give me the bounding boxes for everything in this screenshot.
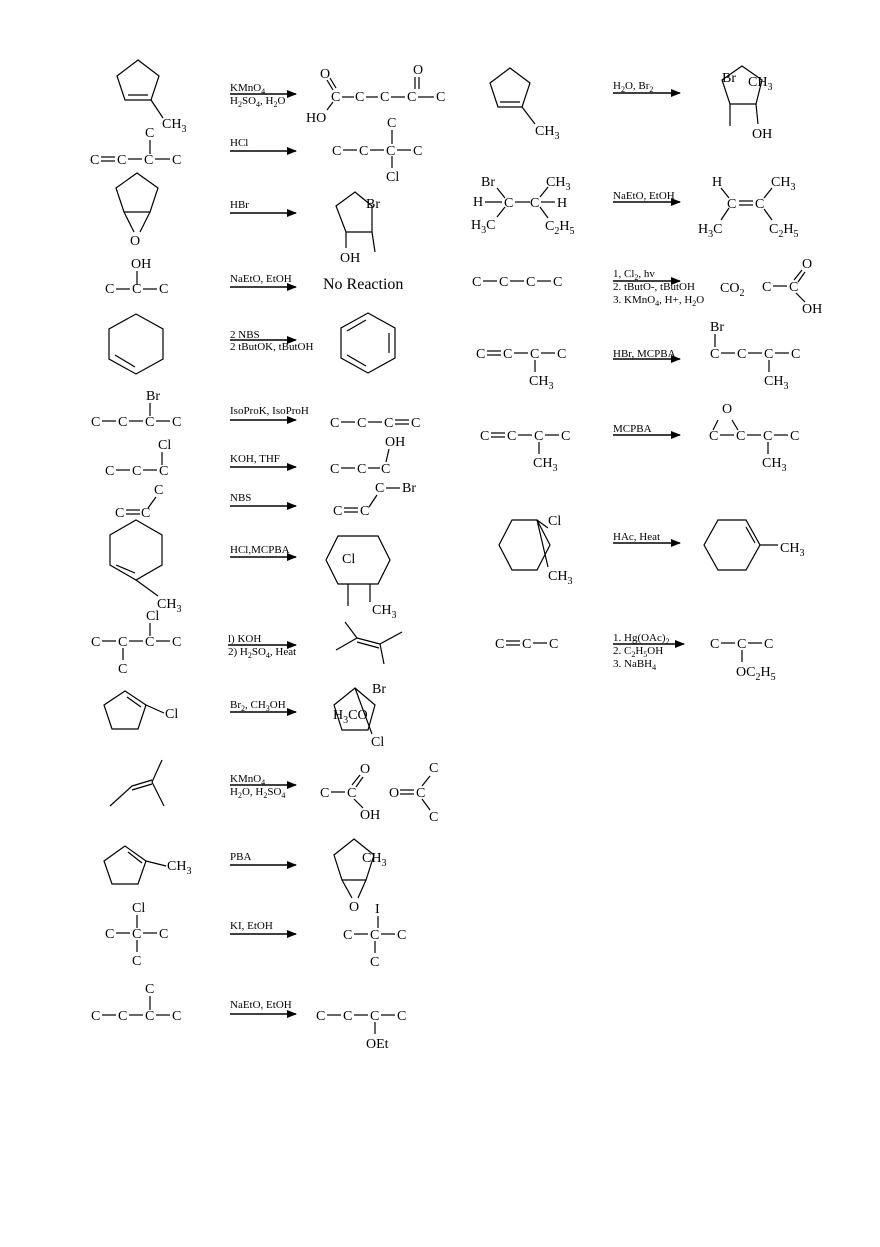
svg-text:2. tButO-, tButOH: 2. tButO-, tButOH <box>613 281 695 293</box>
reagent-9 <box>230 544 296 557</box>
svg-text:O: O <box>360 762 371 777</box>
product-r7-ether <box>710 637 776 683</box>
svg-text:C: C <box>755 197 765 212</box>
svg-text:C: C <box>370 928 380 943</box>
svg-text:C: C <box>791 347 801 362</box>
svg-text:C: C <box>105 464 115 479</box>
svg-text:NaEtO, EtOH: NaEtO, EtOH <box>230 273 292 285</box>
svg-text:CH3: $CH_3$ <box>748 75 773 93</box>
reactant-r3-butane <box>472 275 562 290</box>
svg-text:MCPBA: MCPBA <box>613 423 652 435</box>
svg-text:C: C <box>530 347 540 362</box>
reactant-r7-propene <box>495 637 558 652</box>
reactant-9-methylcyclohexene <box>110 520 181 615</box>
svg-text:C: C <box>709 429 719 444</box>
reactant-4-isopropanol <box>105 257 168 297</box>
svg-text:C: C <box>499 275 509 290</box>
svg-text:IsoProK, IsoProH: IsoProK, IsoProH <box>230 405 309 417</box>
svg-text:Cl: Cl <box>386 170 400 185</box>
svg-text:l) KOH: l) KOH <box>228 633 262 645</box>
reactant-3-epoxide <box>116 173 158 249</box>
svg-text:C: C <box>553 275 563 290</box>
svg-text:C: C <box>380 90 390 105</box>
product-r1-bromohydrin <box>722 66 772 142</box>
svg-text:C: C <box>370 1009 380 1024</box>
svg-text:C: C <box>316 1009 326 1024</box>
svg-text:C: C <box>132 954 142 969</box>
svg-text:Cl: Cl <box>165 707 179 722</box>
product-r6-methylcyclohexene <box>704 520 804 570</box>
reagent-11 <box>230 699 296 713</box>
svg-text:Br: Br <box>366 197 380 212</box>
svg-text:2) H2SO4, Heat: 2) $H_2SO_4$, Heat <box>228 646 297 660</box>
svg-text:C: C <box>154 483 164 498</box>
svg-text:CH3: $CH_3$ <box>533 456 558 474</box>
svg-text:C: C <box>347 786 357 801</box>
svg-text:CH3: $CH_3$ <box>157 597 182 615</box>
svg-text:C: C <box>359 144 369 159</box>
product-9-cyclohexane-derivative <box>326 536 396 621</box>
svg-text:C: C <box>90 153 100 168</box>
svg-text:CH3: $CH_3$ <box>762 456 787 474</box>
svg-text:CH3: $CH_3$ <box>780 541 805 559</box>
svg-text:CH3: $CH_3$ <box>162 117 187 135</box>
product-r3-co2-acetic-acid <box>720 257 822 317</box>
svg-text:C: C <box>343 928 353 943</box>
svg-text:C: C <box>320 786 330 801</box>
svg-text:C: C <box>91 635 101 650</box>
row-r3 <box>472 257 822 317</box>
svg-text:C: C <box>91 1009 101 1024</box>
reactant-12-alkene <box>110 760 164 806</box>
svg-text:H2O, Br2: $H_2O$, $Br_2$ <box>613 80 654 94</box>
svg-text:O: O <box>413 63 424 78</box>
svg-text:Cl: Cl <box>132 901 146 916</box>
row-12 <box>110 760 438 825</box>
svg-text:C: C <box>407 90 417 105</box>
svg-text:CH3: $CH_3$ <box>535 124 560 142</box>
svg-text:C2H5: $C_2H_5$ <box>769 222 799 240</box>
svg-text:C2H5: $C_2H_5$ <box>545 219 575 237</box>
svg-text:C: C <box>397 1009 407 1024</box>
reagent-r4 <box>613 348 680 360</box>
svg-text:C: C <box>360 504 370 519</box>
svg-text:Br: Br <box>481 175 495 190</box>
svg-text:NaEtO, EtOH: NaEtO, EtOH <box>230 999 292 1011</box>
svg-text:CH3: $CH_3$ <box>546 175 571 193</box>
reagent-1 <box>230 82 296 109</box>
svg-text:C: C <box>495 637 505 652</box>
svg-text:Cl: Cl <box>371 735 385 750</box>
svg-text:1, Cl2, hv: 1, $Cl_2$, hv <box>613 268 655 282</box>
reactant-6-bromobutane <box>91 389 181 430</box>
svg-text:HCl,MCPBA: HCl,MCPBA <box>230 544 290 556</box>
svg-text:Br: Br <box>722 71 736 86</box>
reactant-7-chloropropane <box>105 438 171 479</box>
reactant-15-alkane <box>91 982 181 1024</box>
row-14 <box>105 901 406 970</box>
row-r7 <box>495 632 776 683</box>
row-3 <box>116 173 380 266</box>
reagent-2 <box>230 137 296 151</box>
svg-text:C: C <box>132 464 142 479</box>
svg-text:C: C <box>375 481 385 496</box>
svg-text:C: C <box>526 275 536 290</box>
svg-text:2 NBS: 2 NBS <box>230 329 260 341</box>
reactant-2-alkene <box>90 126 181 168</box>
reagent-r3 <box>613 268 704 308</box>
reagent-12 <box>230 773 296 800</box>
svg-text:H: H <box>557 196 568 211</box>
svg-text:H3C: $H_3C$ <box>471 218 496 236</box>
svg-text:C: C <box>522 637 532 652</box>
svg-text:O: O <box>722 402 733 417</box>
svg-text:3. NaBH4: 3. NaBH$_4$ <box>613 658 657 672</box>
svg-text:C: C <box>117 153 127 168</box>
svg-text:C: C <box>145 415 155 430</box>
row-11 <box>104 682 386 750</box>
svg-text:H: H <box>712 175 723 190</box>
svg-text:C: C <box>736 429 746 444</box>
svg-text:Cl: Cl <box>342 552 356 567</box>
svg-text:C: C <box>737 347 747 362</box>
svg-text:C: C <box>132 282 142 297</box>
reactant-r2-stereo-bromide <box>471 175 574 237</box>
svg-text:2. C2H5OH: 2. $C_2H_5OH$ <box>613 645 664 659</box>
svg-text:C: C <box>480 429 490 444</box>
svg-text:C: C <box>118 415 128 430</box>
svg-text:C: C <box>115 506 125 521</box>
svg-text:C: C <box>429 810 439 825</box>
svg-text:C: C <box>727 197 737 212</box>
reactant-r1-methylcyclopentene <box>490 68 559 142</box>
svg-text:OC2H5: $OC_2H_5$ <box>736 665 776 683</box>
svg-text:C: C <box>343 1009 353 1024</box>
svg-text:3. KMnO4, H+, H2O: 3. KMnO$_4$, H+, $H_2O$ <box>613 294 705 308</box>
row-5 <box>109 313 395 374</box>
svg-text:C: C <box>416 786 426 801</box>
reagent-13 <box>230 851 296 865</box>
svg-text:Br: Br <box>146 389 160 404</box>
product-12-acid-and-ketone <box>320 761 438 825</box>
svg-text:HBr: HBr <box>230 199 249 211</box>
svg-text:CH3: $CH_3$ <box>771 175 796 193</box>
svg-text:OH: OH <box>340 251 361 266</box>
svg-text:C: C <box>145 126 155 141</box>
svg-text:C: C <box>172 1009 182 1024</box>
reactant-r6-chloromethylcyclohexane <box>499 514 572 587</box>
reagent-r6 <box>613 531 680 543</box>
svg-text:C: C <box>387 116 397 131</box>
reagent-15 <box>230 999 296 1014</box>
svg-text:CH3: $CH_3$ <box>372 603 397 621</box>
row-6 <box>91 389 420 431</box>
svg-text:C: C <box>762 280 772 295</box>
svg-text:H3CO: $H_3CO$ <box>333 708 368 726</box>
svg-text:C: C <box>355 90 365 105</box>
svg-text:C: C <box>172 415 182 430</box>
reagent-14 <box>230 920 296 934</box>
svg-text:C: C <box>504 196 514 211</box>
svg-text:OH: OH <box>752 127 773 142</box>
svg-text:C: C <box>144 153 154 168</box>
svg-text:C: C <box>159 282 169 297</box>
svg-text:Cl: Cl <box>158 438 172 453</box>
product-2-alkyl-chloride <box>332 116 422 185</box>
product-8-allyl-bromide <box>333 481 416 519</box>
reagent-r2 <box>613 190 680 202</box>
svg-text:O: O <box>802 257 813 272</box>
svg-text:H2O, H2SO4: $H_2O$, $H_2SO_4$ <box>230 786 286 800</box>
svg-text:HCl: HCl <box>230 137 249 149</box>
row-13 <box>104 839 386 915</box>
svg-text:C: C <box>764 347 774 362</box>
reactant-r4-alkene <box>476 347 566 392</box>
product-r5-epoxide <box>709 402 799 474</box>
svg-text:C: C <box>159 927 169 942</box>
svg-text:O: O <box>389 786 400 801</box>
reactant-1-methylcyclopentene <box>117 60 186 135</box>
svg-text:KI, EtOH: KI, EtOH <box>230 920 273 932</box>
row-r1 <box>490 66 772 142</box>
svg-text:HO: HO <box>306 111 327 126</box>
row-r2 <box>471 175 798 240</box>
svg-text:C: C <box>530 196 540 211</box>
row-15 <box>91 982 406 1052</box>
svg-text:C: C <box>145 635 155 650</box>
svg-text:Cl: Cl <box>146 609 160 624</box>
row-7 <box>105 435 405 479</box>
svg-text:C: C <box>397 928 407 943</box>
svg-text:OEt: OEt <box>366 1037 389 1052</box>
svg-text:Br: Br <box>710 320 724 335</box>
svg-text:C: C <box>141 506 151 521</box>
svg-text:C: C <box>331 90 341 105</box>
svg-text:C: C <box>386 144 396 159</box>
svg-text:NaEtO, EtOH: NaEtO, EtOH <box>613 190 675 202</box>
svg-text:C: C <box>330 462 340 477</box>
product-3-bromohydrin <box>336 192 380 266</box>
row-r4 <box>476 320 800 392</box>
svg-text:C: C <box>549 637 559 652</box>
product-10-tetrasubstituted-alkene <box>336 622 402 664</box>
svg-text:CH3: $CH_3$ <box>529 374 554 392</box>
product-r2-alkene <box>698 175 798 240</box>
svg-text:C: C <box>384 416 394 431</box>
svg-text:CH3: $CH_3$ <box>167 859 192 877</box>
reagent-6 <box>230 405 309 420</box>
reagent-3 <box>230 199 296 213</box>
svg-text:C: C <box>91 415 101 430</box>
product-r4-bromide <box>710 320 800 392</box>
svg-text:OH: OH <box>360 808 381 823</box>
svg-text:CO2: $CO_2$ <box>720 281 745 299</box>
svg-text:CH3: $CH_3$ <box>362 851 387 869</box>
svg-text:H2SO4, H2O: $H_2SO_4$, $H_2O$ <box>230 95 286 109</box>
reactant-10-chloride <box>91 609 181 677</box>
reactant-13-methylcyclopentene <box>104 846 191 884</box>
svg-text:C: C <box>763 429 773 444</box>
svg-text:C: C <box>172 153 182 168</box>
svg-text:C: C <box>436 90 446 105</box>
svg-text:OH: OH <box>385 435 406 450</box>
svg-text:C: C <box>357 462 367 477</box>
svg-text:C: C <box>561 429 571 444</box>
product-11-bromo-methoxy <box>333 682 386 750</box>
svg-text:Cl: Cl <box>548 514 562 529</box>
svg-text:C: C <box>145 1009 155 1024</box>
svg-text:HBr, MCPBA: HBr, MCPBA <box>613 348 676 360</box>
svg-text:C: C <box>534 429 544 444</box>
svg-text:C: C <box>105 282 115 297</box>
product-15-ether <box>316 1009 406 1052</box>
svg-text:C: C <box>118 635 128 650</box>
reagent-4 <box>230 273 296 287</box>
row-r5 <box>480 402 799 474</box>
svg-text:C: C <box>710 637 720 652</box>
svg-text:KMnO4: KMnO$_4$ <box>230 773 266 787</box>
svg-text:C: C <box>330 416 340 431</box>
row-8 <box>115 481 416 521</box>
reactant-14-tbutyl-chloride <box>105 901 168 969</box>
svg-text:PBA: PBA <box>230 851 252 863</box>
reactant-5-cyclohexene <box>109 314 163 374</box>
svg-text:C: C <box>429 761 439 776</box>
svg-text:C: C <box>476 347 486 362</box>
svg-text:C: C <box>472 275 482 290</box>
svg-text:C: C <box>370 955 380 970</box>
svg-text:NBS: NBS <box>230 492 252 504</box>
svg-text:C: C <box>118 662 128 677</box>
svg-text:C: C <box>790 429 800 444</box>
svg-text:H3C: $H_3C$ <box>698 222 723 240</box>
svg-text:C: C <box>503 347 513 362</box>
svg-text:C: C <box>789 280 799 295</box>
svg-text:C: C <box>132 927 142 942</box>
reagent-r7 <box>613 632 684 672</box>
svg-text:H: H <box>473 195 484 210</box>
svg-text:C: C <box>507 429 517 444</box>
svg-text:C: C <box>557 347 567 362</box>
svg-text:C: C <box>105 927 115 942</box>
svg-text:C: C <box>357 416 367 431</box>
reagent-5 <box>230 329 313 353</box>
svg-text:O: O <box>130 234 141 249</box>
svg-text:C: C <box>737 637 747 652</box>
svg-text:O: O <box>349 900 360 915</box>
reagent-r1 <box>613 80 680 94</box>
svg-text:O: O <box>320 67 331 82</box>
svg-text:C: C <box>411 416 421 431</box>
svg-text:1. Hg(OAc)2: 1. $Hg(OAc)_2$ <box>613 632 670 646</box>
svg-text:Br: Br <box>372 682 386 697</box>
reactant-r5-alkene <box>480 429 570 474</box>
svg-text:CH3: $CH_3$ <box>764 374 789 392</box>
svg-text:C: C <box>172 635 182 650</box>
product-7-alcohol <box>330 435 405 477</box>
svg-text:C: C <box>332 144 342 159</box>
svg-text:Br2, CH3OH: $Br_2$, $CH_3OH$ <box>230 699 286 713</box>
svg-text:HAc, Heat: HAc, Heat <box>613 531 661 543</box>
svg-text:C: C <box>710 347 720 362</box>
row-9 <box>110 520 396 621</box>
product-5-benzene <box>341 313 395 373</box>
reagent-7 <box>230 453 296 467</box>
reagent-r5 <box>613 423 680 435</box>
row-r6 <box>499 514 804 587</box>
svg-text:C: C <box>159 464 169 479</box>
product-1-keto-acid <box>306 63 445 126</box>
svg-text:OH: OH <box>131 257 152 272</box>
reactant-11-chlorocyclopentene <box>104 691 178 729</box>
reagent-10 <box>228 633 296 660</box>
svg-text:KMnO4: KMnO$_4$ <box>230 82 266 96</box>
svg-text:C: C <box>333 504 343 519</box>
no-reaction-label: No Reaction <box>323 276 404 293</box>
svg-text:C: C <box>118 1009 128 1024</box>
svg-text:I: I <box>375 902 380 917</box>
svg-text:C: C <box>764 637 774 652</box>
product-6-butene <box>330 416 420 431</box>
svg-text:CH3: $CH_3$ <box>548 569 573 587</box>
svg-text:OH: OH <box>802 302 823 317</box>
svg-text:C: C <box>145 982 155 997</box>
row-10 <box>91 609 402 677</box>
svg-text:KOH, THF: KOH, THF <box>230 453 280 465</box>
reagent-8 <box>230 492 296 506</box>
reactant-8-propene <box>115 483 163 521</box>
svg-text:C: C <box>413 144 423 159</box>
svg-text:2 tButOK, tButOH: 2 tButOK, tButOH <box>230 341 314 353</box>
svg-text:C: C <box>381 462 391 477</box>
svg-text:Br: Br <box>402 481 416 496</box>
